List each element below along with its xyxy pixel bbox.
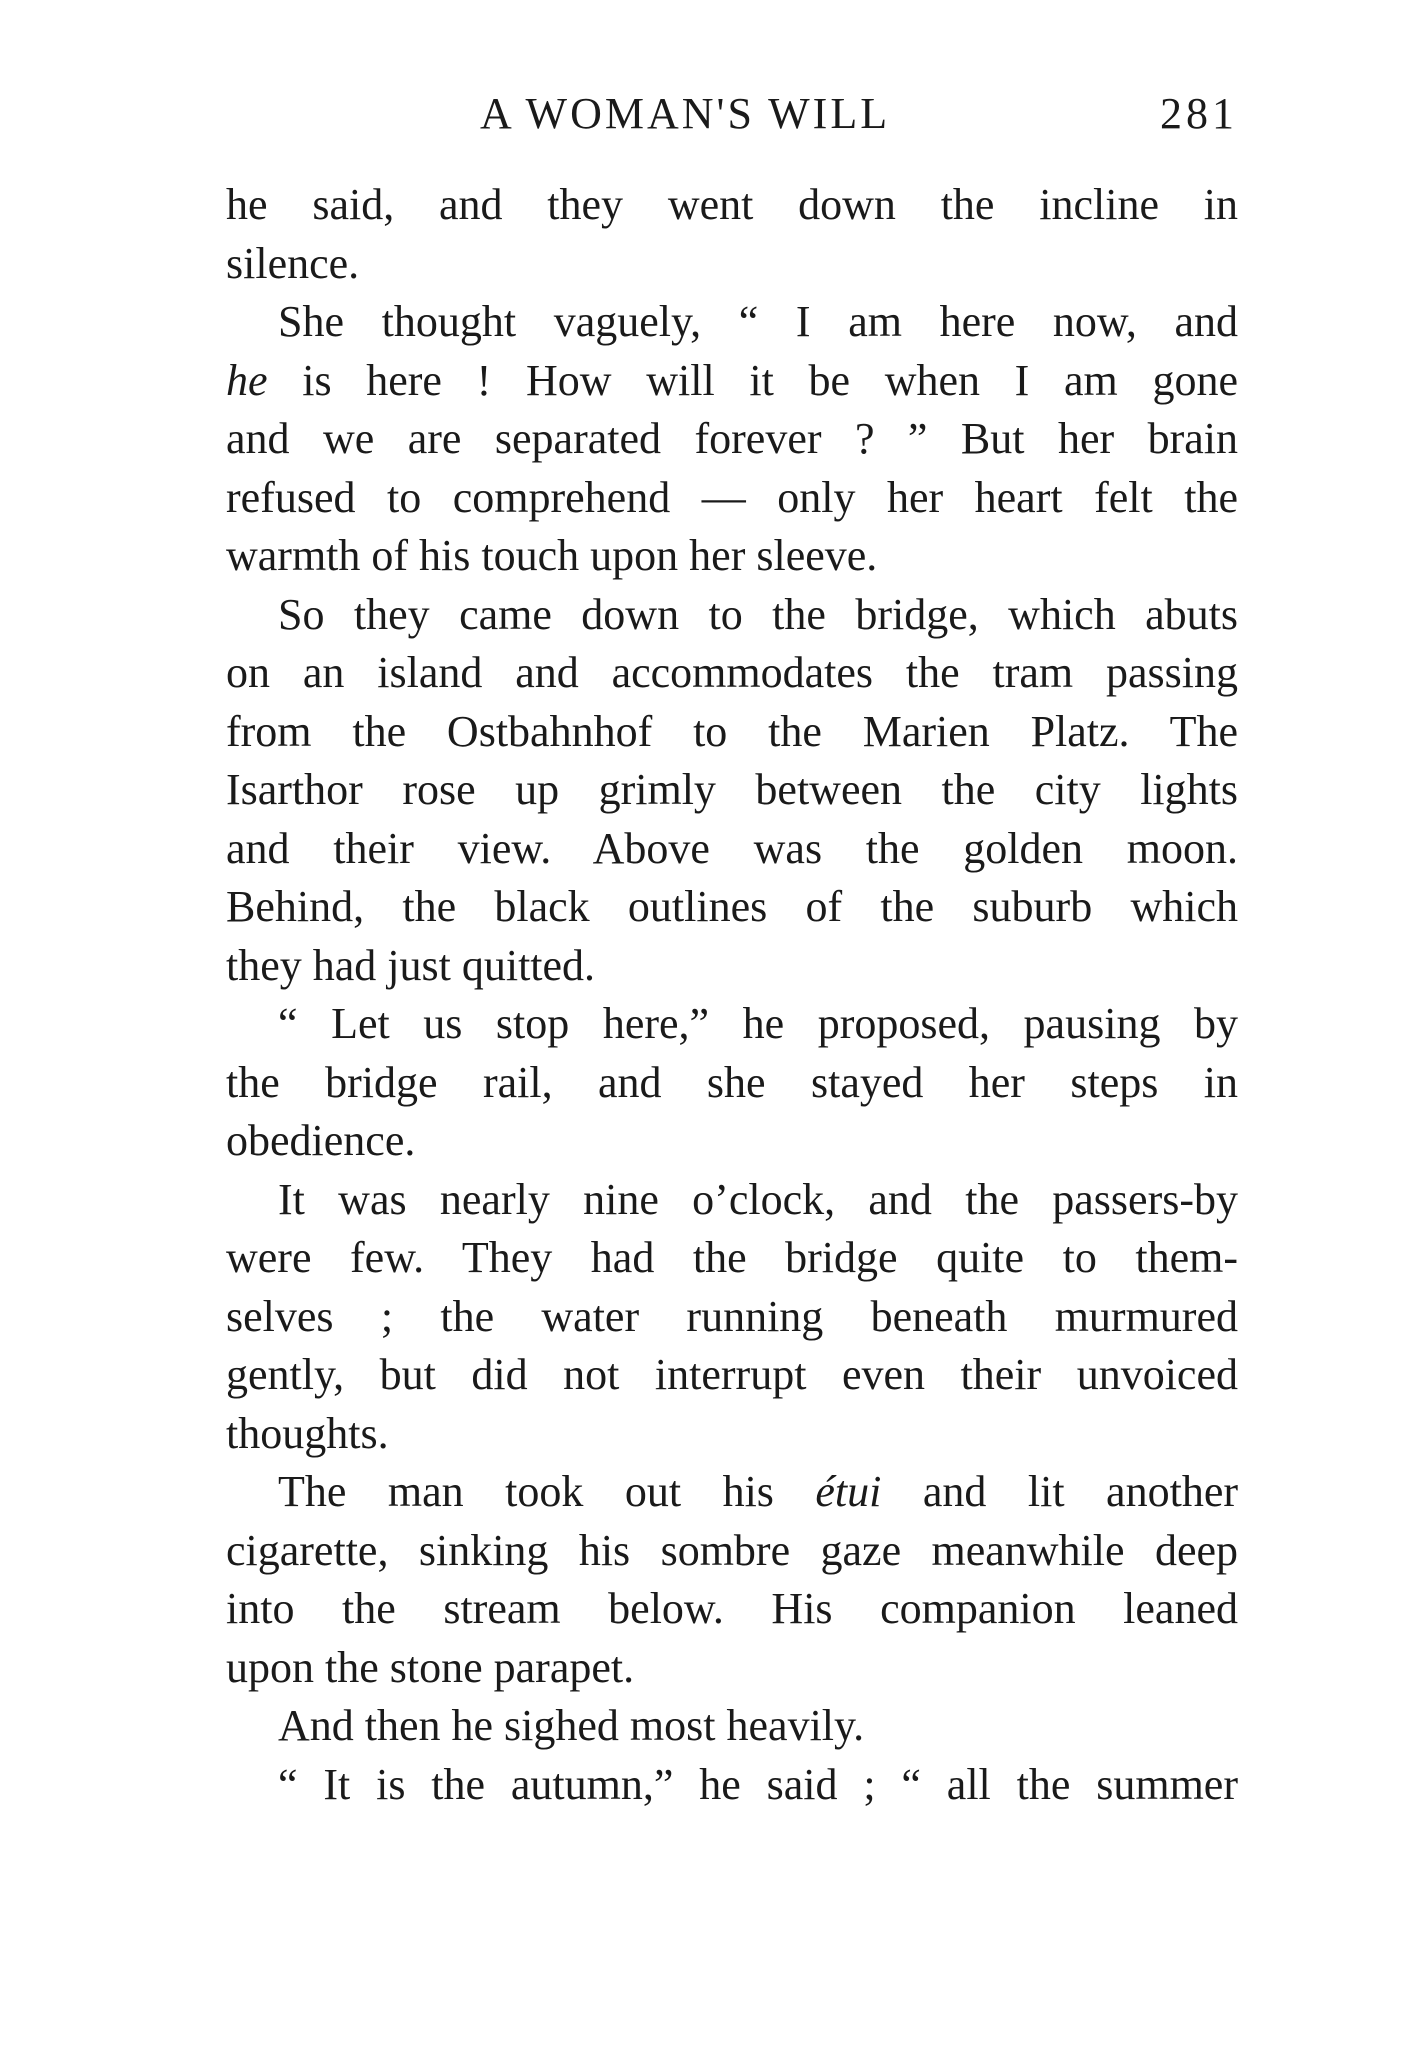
line-text: into the stream below. His companion leaned [226, 1584, 1238, 1633]
text-line [226, 410, 1238, 469]
line-text: silence. [226, 238, 360, 288]
text-line [226, 527, 1238, 586]
text-line [226, 586, 1238, 645]
text-line [226, 1112, 1238, 1171]
line-text: warmth of his touch upon her sleeve. [226, 531, 878, 580]
line-text: he said, and they went down the incline in [226, 180, 1238, 229]
line-text: “ It is the autumn,” he said ; “ all the summer [278, 1759, 1238, 1809]
text-line [226, 1463, 1238, 1522]
line-text: thoughts. [226, 1408, 389, 1458]
text-line [226, 1229, 1238, 1288]
line-text: Behind, the black outlines of the suburb which [226, 882, 1238, 931]
text-line [226, 1522, 1238, 1581]
text-line [226, 1405, 1238, 1464]
page-number: 281 [1160, 89, 1238, 138]
line-text: is here ! How will it be when I am gone [267, 355, 1238, 405]
line-text: and we are separated forever ? ” But her brain [226, 414, 1238, 463]
text-line [226, 1288, 1238, 1347]
text-line [226, 703, 1238, 762]
text-line [226, 1054, 1238, 1113]
line-text: So they came down to the bridge, which abuts [278, 589, 1238, 639]
text-line [226, 1580, 1238, 1639]
line-text: It was nearly nine o’clock, and the passers-by [278, 1174, 1238, 1224]
text-line [226, 1756, 1238, 1815]
running-head [226, 88, 1238, 148]
text-line [226, 995, 1238, 1054]
line-text: they had just quitted. [226, 940, 596, 990]
line-text: on an island and accommodates the tram passing [226, 648, 1238, 697]
italic-word: he [226, 355, 268, 405]
text-line [226, 235, 1238, 294]
line-text: Isarthor rose up grimly between the city lights [226, 765, 1238, 814]
line-text: refused to comprehend — only her heart felt the [226, 472, 1238, 522]
line-text: upon the stone parapet. [226, 1642, 635, 1692]
body-text [226, 176, 1238, 1814]
text-line [226, 1697, 1238, 1756]
running-title: A WOMAN'S WILL [480, 89, 891, 138]
italic-word: étui [815, 1467, 882, 1516]
line-text: “ Let us stop here,” he proposed, pausing by [278, 999, 1238, 1048]
text-line [226, 761, 1238, 820]
text-line [226, 176, 1238, 235]
line-text: were few. They had the bridge quite to them- [226, 1233, 1238, 1282]
line-text: And then he sighed most heavily. [278, 1701, 865, 1750]
text-line [226, 1346, 1238, 1405]
line-text: and their view. Above was the golden moon. [226, 823, 1238, 873]
line-text: and lit another [881, 1467, 1238, 1516]
text-line [226, 352, 1238, 411]
line-text: from the Ostbahnhof to the Marien Platz. The [226, 706, 1238, 756]
text-line [226, 820, 1238, 879]
line-text: obedience. [226, 1116, 416, 1165]
line-text: the bridge rail, and she stayed her steps in [226, 1057, 1238, 1107]
text-line [226, 644, 1238, 703]
line-text: selves ; the water running beneath murmured [226, 1291, 1238, 1341]
text-line [226, 293, 1238, 352]
text-line [226, 1639, 1238, 1698]
line-text: gently, but did not interrupt even their unvoiced [226, 1350, 1238, 1399]
line-text: cigarette, sinking his sombre gaze meanwhile deep [226, 1525, 1238, 1575]
text-line [226, 1171, 1238, 1230]
text-line [226, 469, 1238, 528]
line-text: She thought vaguely, “ I am here now, and [278, 297, 1238, 346]
line-text: The man took out his [278, 1467, 816, 1516]
text-line [226, 878, 1238, 937]
text-line [226, 937, 1238, 996]
